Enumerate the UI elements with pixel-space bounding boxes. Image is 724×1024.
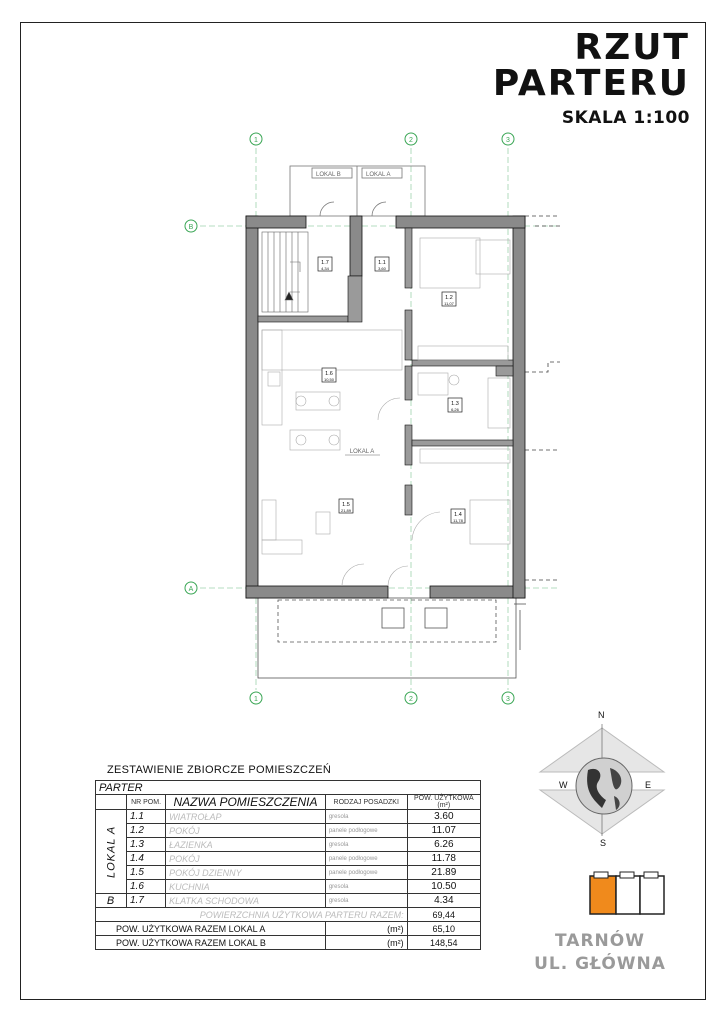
location-city: TARNÓW [555,931,645,951]
row-no: 1.7 [127,894,166,908]
floor-total-value: 69,44 [407,908,480,922]
entrance-label-lokal-b: LOKAL B [316,172,341,178]
terrace [258,598,526,678]
drawing-scale: SKALA 1:100 [561,108,690,128]
row-name: POKÓJ [166,852,326,866]
row-area: 6.26 [407,838,480,852]
lokal-b-total-unit: (m²) [325,936,407,950]
header-room-name: NAZWA POMIESZCZENIA [166,795,326,810]
row-name: KUCHNIA [166,880,326,894]
row-no: 1.4 [127,852,166,866]
room-schedule-table [95,780,481,950]
row-area: 4.34 [407,894,480,908]
axis-label-top-2: 2 [409,137,413,144]
title-line-1: RZUT [574,27,690,68]
room-tags [318,257,465,523]
row-name: WIATROŁAP [166,810,326,824]
table-row [96,838,481,852]
row-area: 3.60 [407,810,480,824]
row-no: 1.1 [127,810,166,824]
row-area: 11.07 [407,824,480,838]
table-row [96,824,481,838]
row-name: KLATKA SCHODOWA [166,894,326,908]
compass-north-label: N [598,710,605,720]
globe-icon [576,758,632,814]
schedule-title: ZESTAWIENIE ZBIORCZE POMIESZCZEŃ [107,764,332,776]
row-floor: panele podłogowe [325,852,407,866]
entrance-canopy [290,166,425,216]
compass-east-label: E [645,780,652,790]
row-floor: gresola [325,838,407,852]
row-area: 10.50 [407,880,480,894]
row-no: 1.3 [127,838,166,852]
row-no: 1.5 [127,866,166,880]
row-floor: gresola [325,880,407,894]
room-no-1-5: 1.5 [342,502,350,508]
table-row [96,866,481,880]
room-area-1-5: 21,89 [340,508,352,513]
room-area-1-1: 3,60 [378,266,386,271]
table-row [96,810,481,824]
table-row [96,894,481,908]
room-no-1-2: 1.2 [445,295,453,301]
header-room-no: NR POM. [127,795,166,810]
lokal-a-total-value: 65,10 [407,922,480,936]
row-floor: panele podłogowe [325,866,407,880]
row-floor: gresola [325,894,407,908]
header-floor-type: RODZAJ POSADZKI [325,795,407,810]
axis-label-left-b: B [188,224,194,231]
room-no-1-3: 1.3 [451,401,459,407]
schedule-floor-label: PARTER [96,781,481,795]
lokal-b-total-value: 148,54 [407,936,480,950]
room-area-1-2: 11,07 [444,301,454,306]
row-no: 1.6 [127,880,166,894]
table-row [96,880,481,894]
location-street: UL. GŁÓWNA [534,954,666,974]
floor-total-label: POWIERZCHNIA UŻYTKOWA PARTERU RAZEM: [96,908,408,922]
room-no-1-7: 1.7 [321,260,329,266]
row-floor: gresola [325,810,407,824]
row-name: ŁAZIENKA [166,838,326,852]
lokal-b-total-label: POW. UŻYTKOWA RAZEM LOKAL B [96,936,326,950]
table-row [96,908,481,922]
plan-lokal-label: LOKAL A [349,449,375,455]
room-area-1-6: 10,50 [323,377,335,382]
room-no-1-4: 1.4 [454,512,462,518]
furniture [262,238,510,586]
room-no-1-1: 1.1 [378,260,386,266]
room-area-1-4: 11,78 [453,518,463,523]
lokal-a-total-label: POW. UŻYTKOWA RAZEM LOKAL A [96,922,326,936]
axis-label-bottom-1: 1 [254,696,258,703]
table-row [96,852,481,866]
lokal-b-group-label: B [96,894,127,908]
header-usable-area: POW. UŻYTKOWA (m²) [407,795,480,810]
location-label [520,930,680,976]
axis-label-bottom-3: 3 [506,696,510,703]
compass-west-label: W [559,780,568,790]
compass-south-label: S [600,838,607,848]
table-row [96,922,481,936]
staircase [262,232,308,312]
row-name: POKÓJ DZIENNY [166,866,326,880]
row-floor: panele podłogowe [325,824,407,838]
axis-label-top-3: 3 [506,137,510,144]
axis-label-left-a: A [188,586,194,593]
row-area: 11.78 [407,852,480,866]
room-area-1-3: 6,26 [451,407,459,412]
row-area: 21.89 [407,866,480,880]
building-location-key-icon [586,870,670,918]
row-no: 1.2 [127,824,166,838]
lokal-a-group-label: LOKAL A [96,810,127,894]
entrance-label-lokal-a: LOKAL A [366,172,391,178]
title-line-2: PARTERU [492,63,690,104]
table-row [96,936,481,950]
row-name: POKÓJ [166,824,326,838]
axis-label-bottom-2: 2 [409,696,413,703]
exterior-walls [246,216,525,598]
room-no-1-6: 1.6 [325,371,333,377]
lokal-a-total-unit: (m²) [325,922,407,936]
room-area-1-7: 4,34 [321,266,329,271]
axis-label-top-1: 1 [254,137,258,144]
